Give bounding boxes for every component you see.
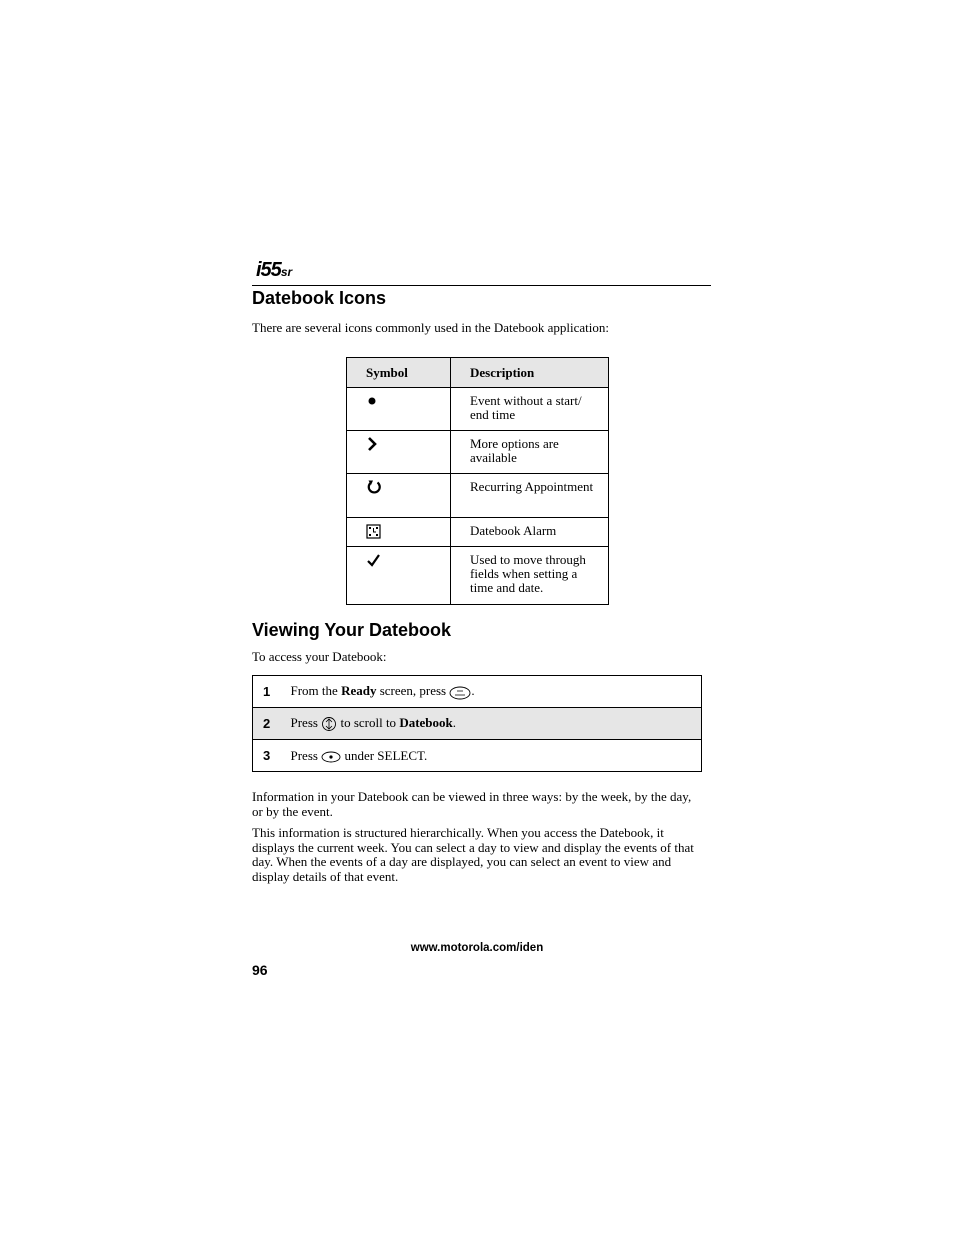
description-cell: More options are available [451,431,609,474]
section-title-datebook-icons: Datebook Icons [252,288,387,308]
description-cell: Event without a start/ end time [451,388,609,431]
step-text-pre: From the [290,683,342,699]
table-row [347,518,609,547]
symbol-cell [347,518,451,547]
section-intro: To access your Datebook: [252,649,387,664]
step-text-post: screen, press [376,683,447,699]
chevron-right-icon [366,436,380,452]
body-paragraph: Information in your Datebook can be viewed in three ways: by the week, by the day, or by the event. [252,789,692,819]
step-text-pre: Press [290,747,318,763]
step-row [253,676,702,708]
menu-key-icon [449,686,471,700]
section-intro: There are several icons commonly used in the Datebook application: [252,320,610,335]
symbol-cell [347,547,451,605]
header-rule [252,285,711,286]
symbol-table [346,357,609,605]
description-cell: Recurring Appointment [451,474,609,518]
recurring-icon [366,479,382,495]
step-text-mid: to scroll to [337,714,400,730]
product-logo [256,259,292,283]
step-text-mid: under SELECT. [341,747,428,763]
table-row [347,388,609,431]
scroll-key-icon [321,716,337,732]
logo-sub: sr [280,265,293,279]
step-row [253,740,702,772]
step-text-end: . [471,683,475,699]
step-text [290,676,702,708]
step-row [253,708,702,740]
header-symbol: Symbol [347,358,451,388]
symbol-cell [347,388,451,431]
step-number: 3 [253,740,290,772]
step-text [290,740,702,772]
symbol-cell [347,431,451,474]
checkmark-icon [366,553,381,568]
select-key-icon [321,751,341,763]
alarm-icon [366,524,381,539]
description-cell: Datebook Alarm [451,518,609,547]
step-text-bold: Datebook [399,714,453,730]
step-text [290,708,702,740]
bullet-icon [366,394,380,408]
step-number: 1 [253,676,290,708]
description-cell: Used to move through fields when setting a time and date. [451,547,609,605]
footer-url: www.motorola.com/iden [410,942,544,954]
symbol-cell [347,474,451,518]
step-text-pre: Press [290,714,318,730]
header-description: Description [451,358,609,388]
table-header-row [347,358,609,388]
step-text-bold: Ready [341,683,377,699]
logo-main: i55 [256,259,281,281]
page-number: 96 [252,962,268,978]
section-title-viewing-datebook: Viewing Your Datebook [252,620,452,640]
table-row [347,431,609,474]
steps-table [252,675,702,772]
table-row [347,547,609,605]
step-number: 2 [253,708,290,740]
body-paragraph: This information is structured hierarchically. When you access the Datebook, it displays the current week. You can select a day to view and display the events of that day. When the events of a day are displayed, you can select an event to view and display details of that event. [252,825,694,884]
table-row [347,474,609,518]
step-text-end: . [452,714,457,730]
